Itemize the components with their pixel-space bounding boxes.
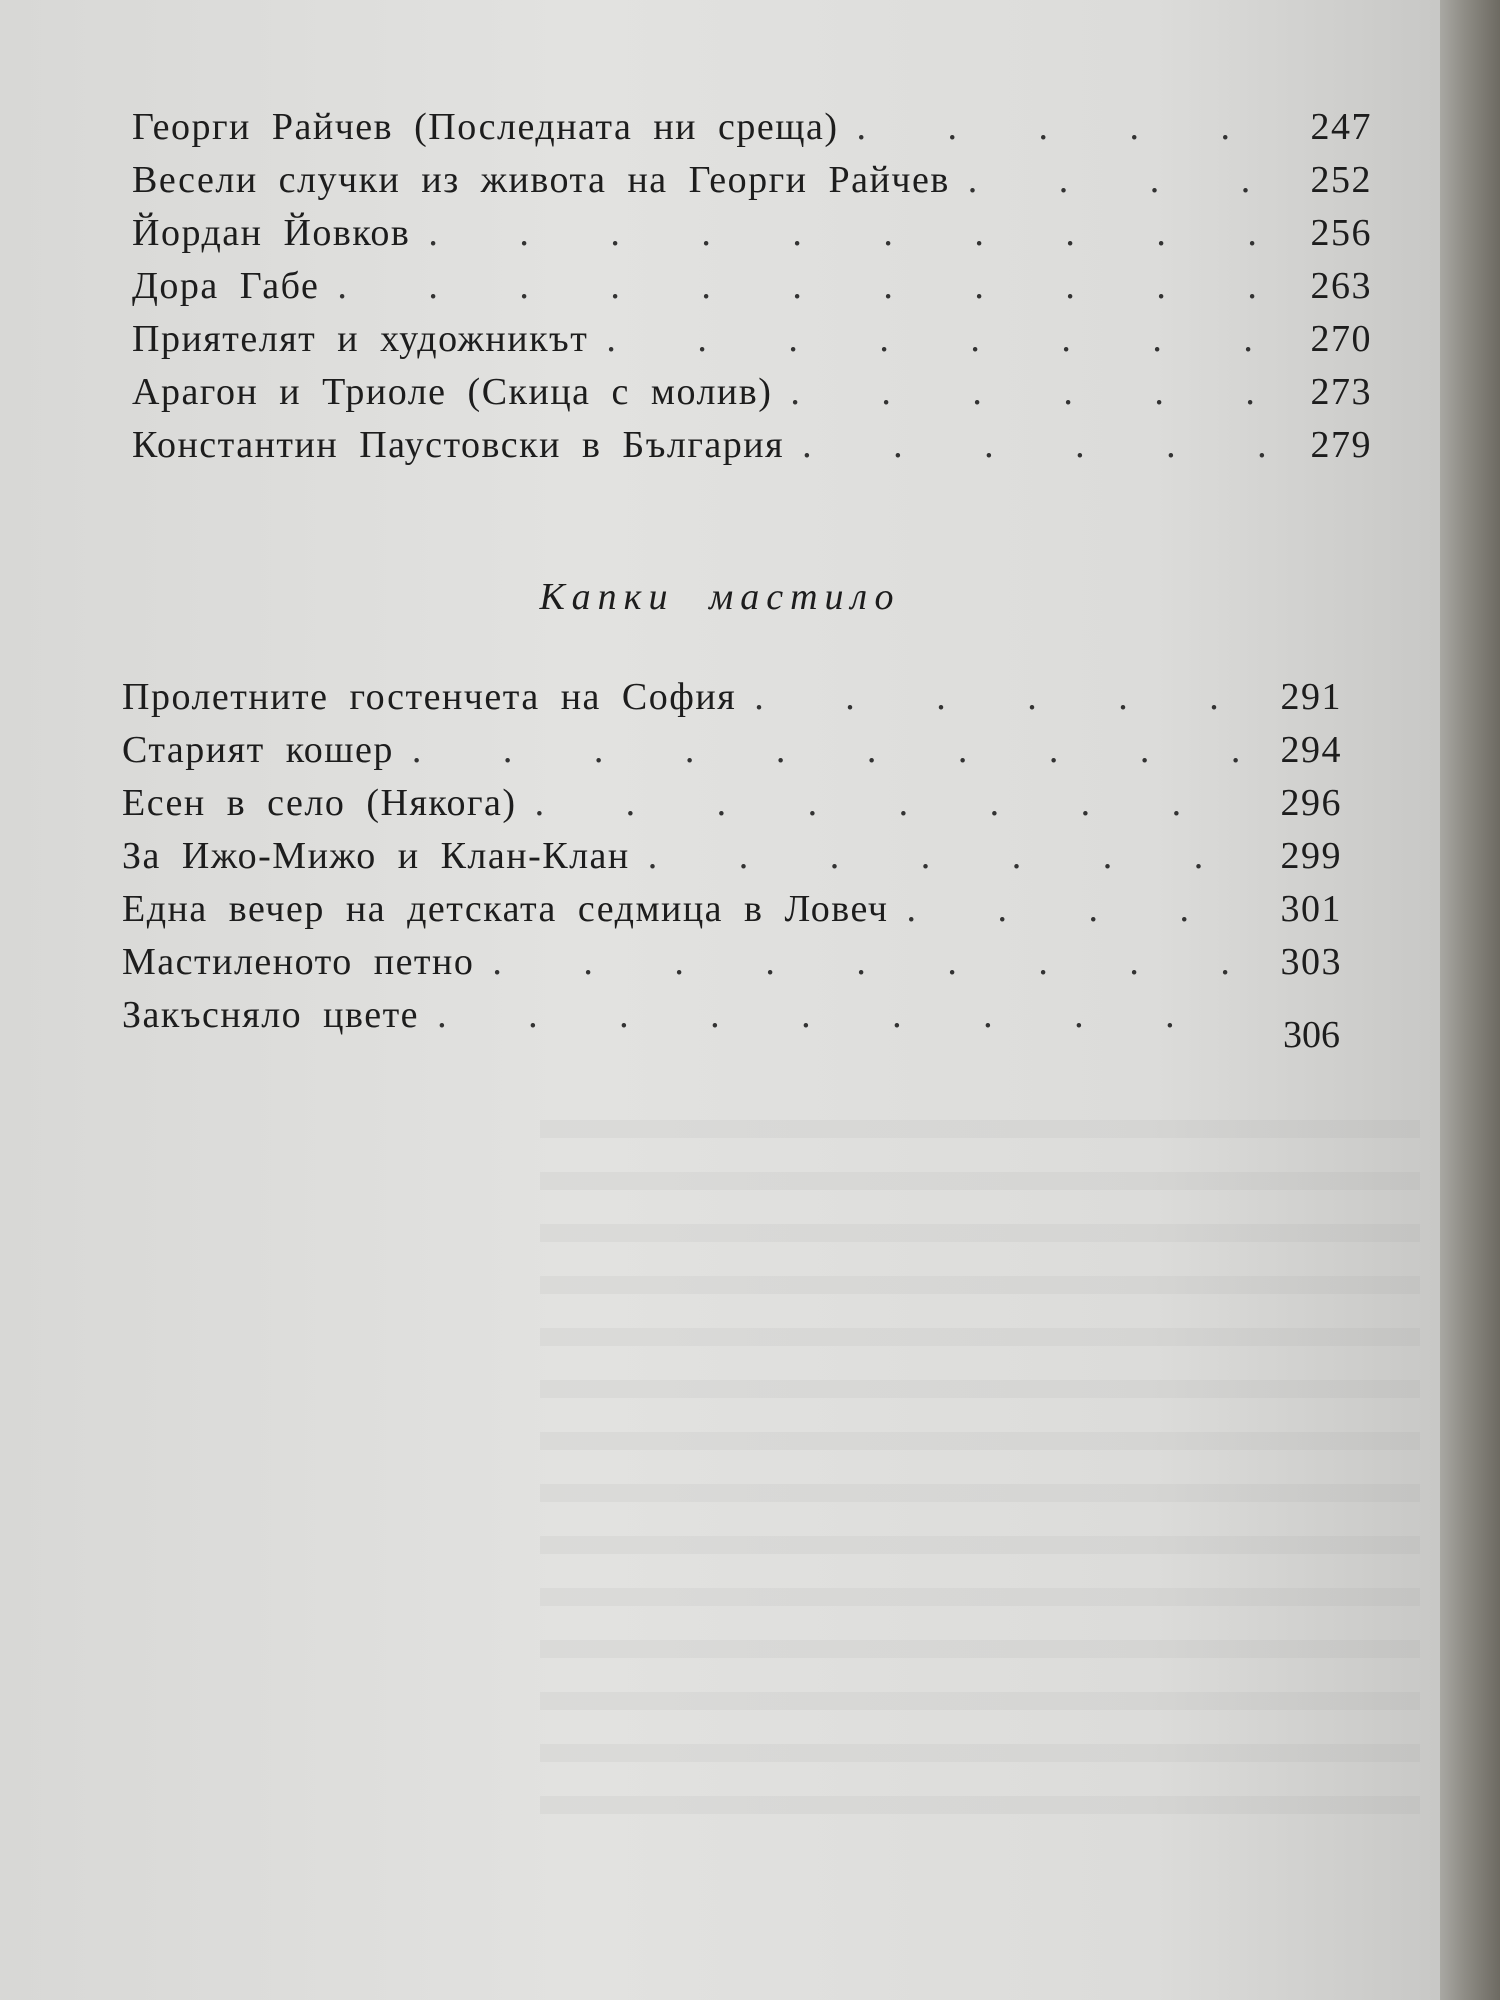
toc-entry bbox=[132, 158, 1372, 211]
entry-title: Приятелят и художникът bbox=[132, 318, 589, 360]
dot-leader bbox=[802, 423, 1284, 467]
toc-section-2 bbox=[122, 675, 1342, 1046]
page-number: 301 bbox=[1280, 888, 1342, 930]
page-number: 291 bbox=[1280, 676, 1342, 718]
toc-section-1 bbox=[132, 105, 1372, 476]
page-number: 303 bbox=[1280, 941, 1342, 983]
entry-title: Константин Паустовски в България bbox=[132, 424, 785, 466]
toc-entry bbox=[132, 105, 1372, 158]
toc-entry bbox=[122, 781, 1342, 834]
toc-entry bbox=[132, 211, 1372, 264]
dot-leader bbox=[412, 728, 1254, 772]
entry-title: Една вечер на детската седмица в Ловеч bbox=[122, 888, 889, 930]
toc-entry bbox=[132, 317, 1372, 370]
page-number: 252 bbox=[1310, 159, 1372, 201]
page-number: 296 bbox=[1280, 782, 1342, 824]
page-number: 299 bbox=[1280, 835, 1342, 877]
entry-title: Георги Райчев (Последната ни среща) bbox=[132, 106, 839, 148]
dot-leader bbox=[337, 264, 1284, 308]
toc-entry bbox=[122, 675, 1342, 728]
toc-entry bbox=[122, 728, 1342, 781]
book-spine bbox=[1440, 0, 1500, 2000]
dot-leader bbox=[790, 370, 1284, 414]
dot-leader bbox=[754, 675, 1254, 719]
toc-entry bbox=[122, 834, 1342, 887]
toc-entry bbox=[122, 993, 1342, 1046]
entry-title: Йордан Йовков bbox=[132, 212, 411, 254]
toc-entry bbox=[132, 370, 1372, 423]
entry-title: Весели случки из живота на Георги Райчев bbox=[132, 159, 950, 201]
entry-title: Мастиленото петно bbox=[122, 941, 475, 983]
dot-leader bbox=[492, 940, 1254, 984]
dot-leader bbox=[857, 105, 1284, 149]
page-number: 247 bbox=[1310, 106, 1372, 148]
show-through-text bbox=[540, 1120, 1420, 1820]
dot-leader bbox=[968, 158, 1284, 202]
page-number: 294 bbox=[1280, 729, 1342, 771]
trailing-page-number: 306 bbox=[1283, 1014, 1340, 1056]
entry-title: Пролетните гостенчета на София bbox=[122, 676, 737, 718]
page-number: 270 bbox=[1310, 318, 1372, 360]
toc-entry bbox=[122, 940, 1342, 993]
entry-title: Старият кошер bbox=[122, 729, 394, 771]
page-number: 263 bbox=[1310, 265, 1372, 307]
page-number: 256 bbox=[1310, 212, 1372, 254]
dot-leader bbox=[606, 317, 1284, 361]
dot-leader bbox=[907, 887, 1254, 931]
dot-leader bbox=[535, 781, 1254, 825]
entry-title: За Ижо-Мижо и Клан-Клан bbox=[122, 835, 630, 877]
page-number: 273 bbox=[1310, 371, 1372, 413]
toc-entry bbox=[122, 887, 1342, 940]
entry-title: Есен в село (Някога) bbox=[122, 782, 517, 824]
section-heading: Капки мастило bbox=[539, 576, 901, 618]
dot-leader bbox=[428, 211, 1284, 255]
toc-entry bbox=[132, 423, 1372, 476]
dot-leader bbox=[437, 993, 1254, 1037]
page-number: 279 bbox=[1310, 424, 1372, 466]
toc-entry bbox=[132, 264, 1372, 317]
entry-title: Закъсняло цвете bbox=[122, 994, 420, 1036]
entry-title: Дора Габе bbox=[132, 265, 320, 307]
dot-leader bbox=[648, 834, 1254, 878]
entry-title: Арагон и Триоле (Скица с молив) bbox=[132, 371, 773, 413]
